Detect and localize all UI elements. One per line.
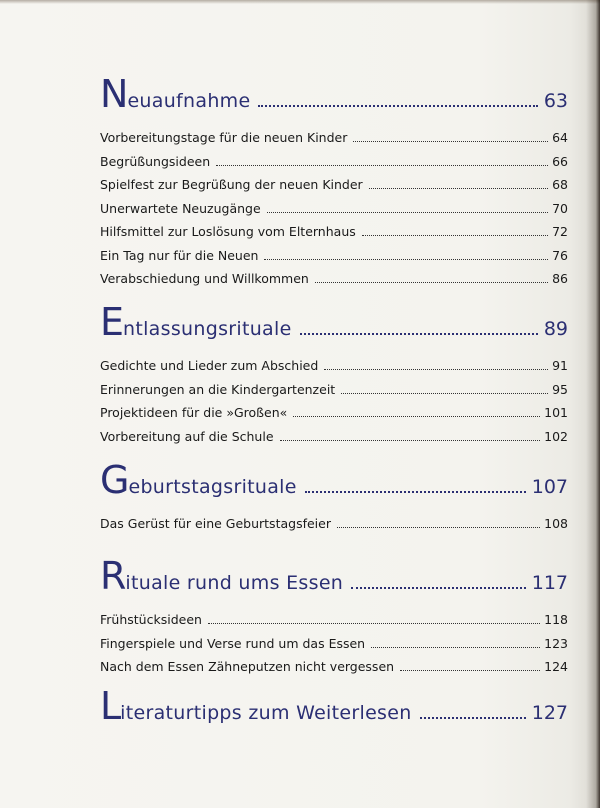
dot-leader (337, 526, 540, 528)
entry-page-number: 76 (552, 247, 568, 263)
dot-leader (353, 140, 548, 142)
toc-section-neuaufnahme (100, 74, 568, 295)
toc-entry (100, 201, 568, 225)
entry-page-number: 108 (544, 516, 568, 531)
entry-title: Nach dem Essen Zähneputzen nicht vergessen (100, 659, 395, 674)
entry-list (100, 516, 568, 540)
heading-initial: E (100, 300, 124, 344)
entry-title: Vorbereitungstage für die neuen Kinder (100, 130, 348, 145)
toc-entry (100, 154, 568, 178)
dot-leader (305, 490, 526, 493)
entry-list (100, 130, 568, 295)
heading-text: iteraturtipps zum Weiterlesen (120, 702, 412, 724)
toc-entry (100, 271, 568, 295)
entry-title: Begrüßungsideen (100, 153, 211, 169)
entry-page-number: 124 (544, 659, 568, 674)
entry-page-number: 95 (552, 381, 568, 397)
entry-title: Ein Tag nur für die Neuen (100, 247, 259, 263)
dot-leader (324, 368, 548, 370)
section-heading (100, 74, 568, 114)
toc-entry (100, 130, 568, 154)
dot-leader (280, 439, 541, 441)
dot-leader (371, 646, 540, 648)
dot-leader (400, 669, 540, 671)
entry-title: Spielfest zur Begrüßung der neuen Kinder (100, 177, 363, 192)
entry-title: Das Gerüst für eine Geburtstagsfeier (100, 516, 331, 531)
entry-page-number: 118 (544, 612, 568, 627)
dot-leader (369, 187, 548, 189)
section-heading (100, 302, 568, 342)
entry-page-number: 68 (552, 177, 568, 192)
entry-page-number: 101 (544, 405, 568, 420)
section-heading (100, 556, 568, 596)
entry-page-number: 123 (544, 635, 568, 651)
toc-entry (100, 429, 568, 453)
toc-entry (100, 659, 568, 683)
heading-page-number: 89 (543, 318, 568, 340)
toc-entry (100, 177, 568, 201)
dot-leader (315, 281, 548, 283)
dot-leader (362, 234, 548, 236)
toc-entry (100, 382, 568, 406)
dot-leader (264, 258, 548, 260)
page-top-edge (0, 0, 600, 4)
entry-title: Projektideen für die »Großen« (100, 405, 288, 420)
toc-section-literaturtipps (100, 686, 568, 726)
dot-leader (420, 716, 526, 719)
entry-page-number: 91 (552, 358, 568, 373)
entry-page-number: 86 (552, 271, 568, 286)
entry-title: Fingerspiele und Verse rund um das Essen (100, 635, 366, 651)
dot-leader (258, 104, 537, 107)
entry-title: Unerwartete Neuzugänge (100, 200, 261, 216)
entry-page-number: 72 (552, 224, 568, 239)
section-heading (100, 460, 568, 500)
dot-leader (267, 211, 548, 213)
toc-entry (100, 516, 568, 540)
heading-initial: N (100, 72, 128, 116)
toc-entry (100, 612, 568, 636)
entry-title: Gedichte und Lieder zum Abschied (100, 358, 319, 373)
toc-entry (100, 248, 568, 272)
entry-page-number: 102 (544, 428, 568, 444)
entry-title: Verabschiedung und Willkommen (100, 271, 309, 286)
page-right-edge (586, 0, 600, 808)
heading-text: eburtstagsrituale (128, 476, 297, 498)
toc-section-rituale-essen (100, 556, 568, 683)
dot-leader (293, 415, 540, 417)
heading-initial: G (100, 458, 129, 502)
section-heading (100, 686, 568, 726)
heading-page-number: 117 (531, 572, 568, 594)
toc-entry (100, 224, 568, 248)
entry-list (100, 612, 568, 683)
toc-entry (100, 405, 568, 429)
toc-section-entlassungsrituale (100, 302, 568, 452)
dot-leader (341, 392, 548, 394)
heading-page-number: 127 (531, 702, 568, 724)
dot-leader (351, 586, 526, 589)
heading-text: ituale rund ums Essen (125, 572, 344, 594)
entry-page-number: 66 (552, 153, 568, 169)
entry-page-number: 70 (552, 200, 568, 216)
entry-title: Frühstücksideen (100, 612, 202, 627)
entry-title: Hilfsmittel zur Loslösung vom Elternhaus (100, 224, 356, 239)
heading-initial: R (100, 554, 126, 598)
heading-text: euaufnahme (127, 90, 251, 112)
heading-page-number: 107 (531, 476, 568, 498)
entry-page-number: 64 (552, 130, 568, 145)
entry-title: Erinnerungen an die Kindergartenzeit (100, 381, 336, 397)
toc-section-geburtstagsrituale (100, 460, 568, 540)
dot-leader (216, 164, 548, 166)
entry-list (100, 358, 568, 452)
heading-page-number: 63 (543, 90, 568, 112)
toc-entry (100, 358, 568, 382)
entry-title: Vorbereitung auf die Schule (100, 428, 274, 444)
dot-leader (300, 332, 538, 335)
heading-text: ntlassungsrituale (123, 318, 292, 340)
toc-entry (100, 636, 568, 660)
heading-initial: L (100, 684, 121, 728)
dot-leader (208, 622, 540, 624)
